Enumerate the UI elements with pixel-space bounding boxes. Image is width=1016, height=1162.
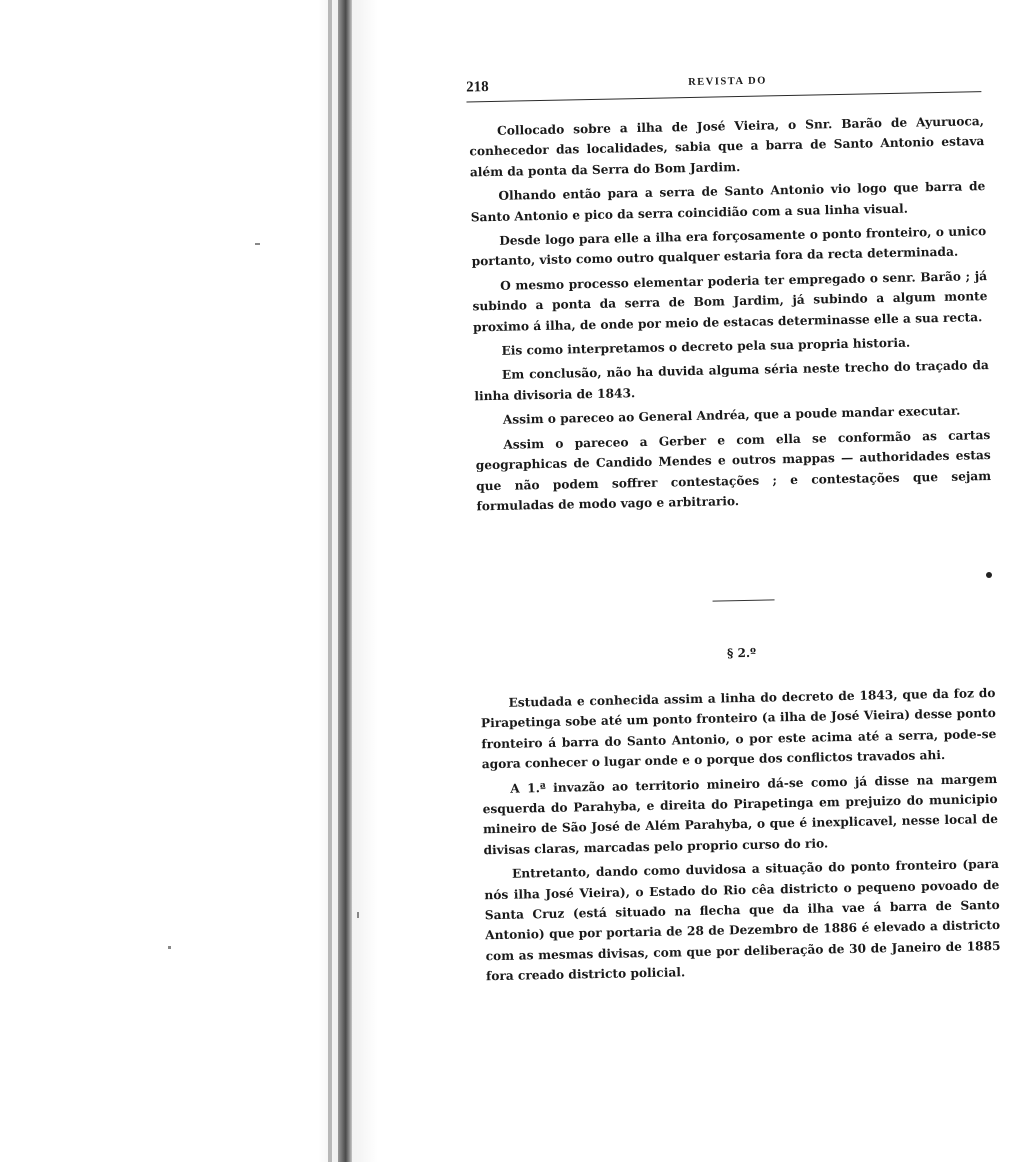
- binding-edge-thin: [328, 0, 332, 1162]
- section-1-text: [469, 111, 992, 521]
- paragraph: Em conclusão, não ha duvida alguma séria neste trecho do traçado da linha divisoria de 1843.: [474, 358, 990, 404]
- paragraph: Eis como interpretamos o decreto pela sua propria historia.: [501, 335, 911, 358]
- section-divider: [713, 599, 775, 601]
- paragraph: Desde logo para elle a ilha era forçosamente o ponto fronteiro, o unico portanto, visto como outro qualquer estaria fora da recta determinada.: [471, 224, 987, 269]
- scan-speck: [168, 946, 171, 949]
- binding-edge: [338, 0, 352, 1162]
- page-header: [466, 67, 981, 102]
- paragraph: A 1.ª invazão ao territorio mineiro dá-se como já disse na margem esquerda do Parahyba, e direita do Pirapetinga em prejuizo do municipio mineiro de São José de Além Parahyba, o que é inexplicavel, nesse local de divisas claras, marcadas pelo proprio curso do rio.: [482, 771, 999, 858]
- paragraph: Assim o pareceo ao General Andréa, que a poude mandar executar.: [502, 403, 961, 428]
- scan-speck: [255, 243, 260, 245]
- paragraph: Assim o pareceo a Gerber e com ella se conformão as cartas geographicas de Candido Mendes e outros mappas — authoridades estas que não podem soffrer contestações ; e contestações que sejam formuladas de modo vago e arbitrario.: [475, 427, 992, 514]
- running-title: REVISTA DO: [688, 75, 767, 89]
- paragraph: Olhando então para a serra de Santo Antonio vio logo que barra de Santo Antonio e pico da serra coincidião com a sua linha visual.: [470, 179, 986, 225]
- paragraph: Entretanto, dando como duvidosa a situação do ponto fronteiro (para nós ilha José Vieira), o Estado do Rio cêa districto o pequeno povoado de Santa Cruz (está situado na flecha que da ilha vae á barra de Santo Antonio) que por portaria de 28 de Dezembro de 1886 é elevado a districto com as mesmas divisas, com que por deliberação de 30 de Janeiro de 1885 fora creado districto policial.: [484, 857, 1001, 984]
- section-2-text: [480, 683, 1001, 991]
- paragraph: Estudada e conhecida assim a linha do decreto de 1843, que da foz do Pirapetinga sobe até um ponto fronteiro (a ilha de José Vieira) desse ponto fronteiro á barra do Santo Antonio, o por este acima até a serra, pode-se agora conhecer o lugar onde e o porque dos conflictos travados ahi.: [480, 685, 997, 772]
- paragraph: Collocado sobre a ilha de José Vieira, o Snr. Barão de Ayuruoca, conhecedor das localidades, sabia que a barra de Santo Antonio estava além da ponta da Serra do Bom Jardim.: [469, 114, 985, 180]
- paragraph: O mesmo processo elementar poderia ter empregado o senr. Barão ; já subindo a ponta da serra de Bom Jardim, já subindo a algum monte proximo á ilha, de onde por meio de estacas determinasse elle a sua recta.: [472, 268, 988, 335]
- page-number: 218: [466, 79, 489, 96]
- book-page: [440, 67, 1014, 1038]
- section-heading: § 2.º: [726, 645, 757, 661]
- scan-speck: [357, 912, 359, 918]
